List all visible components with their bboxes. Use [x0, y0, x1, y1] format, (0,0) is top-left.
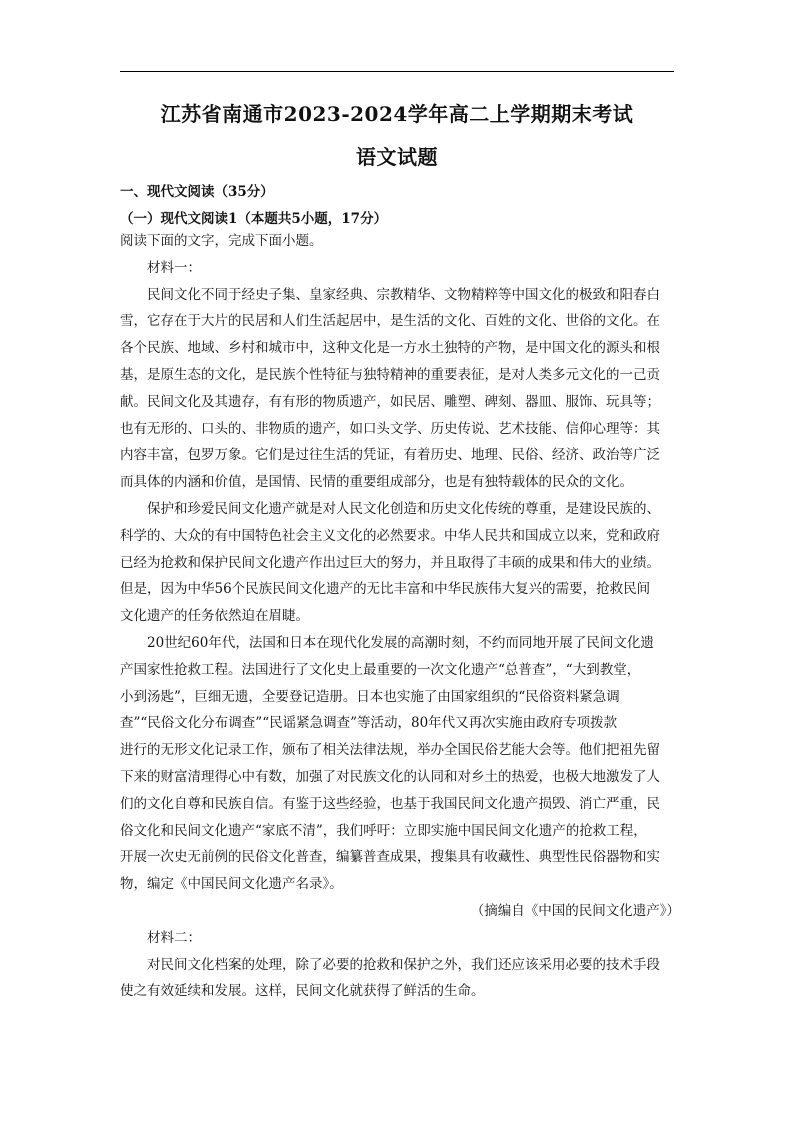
paragraph4-line: 对民间文化档案的处理，除了必要的抢救和保护之外，我们还应该采用必要的技术手段: [147, 956, 660, 973]
reading-passage: [120, 228, 680, 1005]
paragraph3-line: 们的文化自尊和民族自信。有鉴于这些经验，也基于我国民间文化遗产损毁、消亡严重，民: [120, 795, 660, 812]
paragraph2-line: 保护和珍爱民间文化遗产就是对人民文化创造和历史文化传统的尊重，是建设民族的、: [147, 500, 660, 517]
paragraph2-line: 已经为抢救和保护民间文化遗产作出过巨大的努力，并且取得了丰硕的成果和伟大的业绩。: [120, 554, 660, 571]
paragraph3-line: 俗文化和民间文化遗产“家底不清”，我们呼吁：立即实施中国民间文化遗产的抢救工程，: [120, 822, 647, 839]
paragraph3-line: 产国家性抢救工程。法国进行了文化史上最重要的一次文化遗产“总普查”，“大到教堂，: [120, 661, 641, 678]
paragraph1-line: 基，是原生态的文化，是民族个性特征与独特精神的重要表征，是对人类多元文化的一己贡: [120, 366, 660, 383]
paragraph2-line: 科学的、大众的有中国特色社会主义文化的必然要求。中华人民共和国成立以来，党和政府: [120, 527, 660, 544]
document-subtitle: 语文试题: [356, 145, 438, 169]
paragraph1-line: 民间文化不同于经史子集、皇家经典、宗教精华、文物精粹等中国文化的极致和阳春白: [147, 286, 660, 303]
paragraph2-line: 文化遗产的任务依然迫在眉睫。: [120, 608, 309, 625]
material1-label: 材料一：: [147, 259, 201, 276]
paragraph3-line: 20世纪60年代，法国和日本在现代化发展的高潮时刻，不约而同地开展了民间文化遗: [147, 634, 654, 651]
source-attribution: （摘编自《中国的民间文化遗产》）: [470, 902, 680, 919]
material2-label: 材料二：: [147, 929, 201, 946]
instruction: 阅读下面的文字，完成下面小题。: [120, 233, 323, 249]
paragraph1-line: 各个民族、地域、乡村和城市中，这种文化是一方水土独特的产物，是中国文化的源头和根: [120, 340, 660, 357]
paragraph1-line: 而具体的内涵和价值，是国情、民情的重要组成部分，也是有独特载体的民众的文化。: [120, 474, 633, 491]
section-heading: 一、现代文阅读（35分）: [120, 184, 274, 200]
paragraph3-line: 查”“民俗文化分布调查”“民谣紧急调查”等活动，80年代又再次实施由政府专项拨款: [120, 715, 618, 732]
paragraph3-line: 小到汤匙”，巨细无遗，全要登记造册。日本也实施了由国家组织的“民俗资料紧急调: [120, 688, 620, 705]
paragraph3-line: 开展一次史无前例的民俗文化普查，编纂普查成果，搜集具有收藏性、典型性民俗器物和实: [120, 849, 660, 866]
paragraph1-line: 内容丰富，包罗万象。它们是过往生活的凭证，有着历史、地理、民俗、经济、政治等广泛: [120, 447, 660, 464]
subsection-heading: （一）现代文阅读1（本题共5小题，17分）: [120, 211, 388, 227]
paragraph3-line: 进行的无形文化记录工作，颁布了相关法律法规，举办全国民俗艺能大会等。他们把祖先留: [120, 742, 660, 759]
paragraph2-line: 但是，因为中华56个民族民间文化遗产的无比丰富和中华民族伟大复兴的需要，抢救民间: [120, 581, 651, 598]
document-title: 江苏省南通市2023-2024学年高二上学期期末考试: [160, 102, 634, 126]
header-rule: [120, 71, 674, 72]
paragraph4-line: 使之有效延续和发展。这样，民间文化就获得了鲜活的生命。: [120, 983, 485, 1000]
paragraph3-line: 下来的财富清理得心中有数，加强了对民族文化的认同和对乡土的热爱，也极大地激发了人: [120, 768, 660, 785]
paragraph1-line: 雪，它存在于大片的民居和人们生活起居中，是生活的文化、百姓的文化、世俗的文化。在: [120, 313, 660, 330]
paragraph1-line: 献。民间文化及其遗存，有有形的物质遗产，如民居、雕塑、碑刻、器皿、服饰、玩具等；: [120, 393, 660, 410]
paragraph1-line: 也有无形的、口头的、非物质的遗产，如口头文学、历史传说、艺术技能、信仰心理等：其: [120, 420, 660, 437]
paragraph3-line: 物，编定《中国民间文化遗产名录》。: [120, 876, 343, 893]
